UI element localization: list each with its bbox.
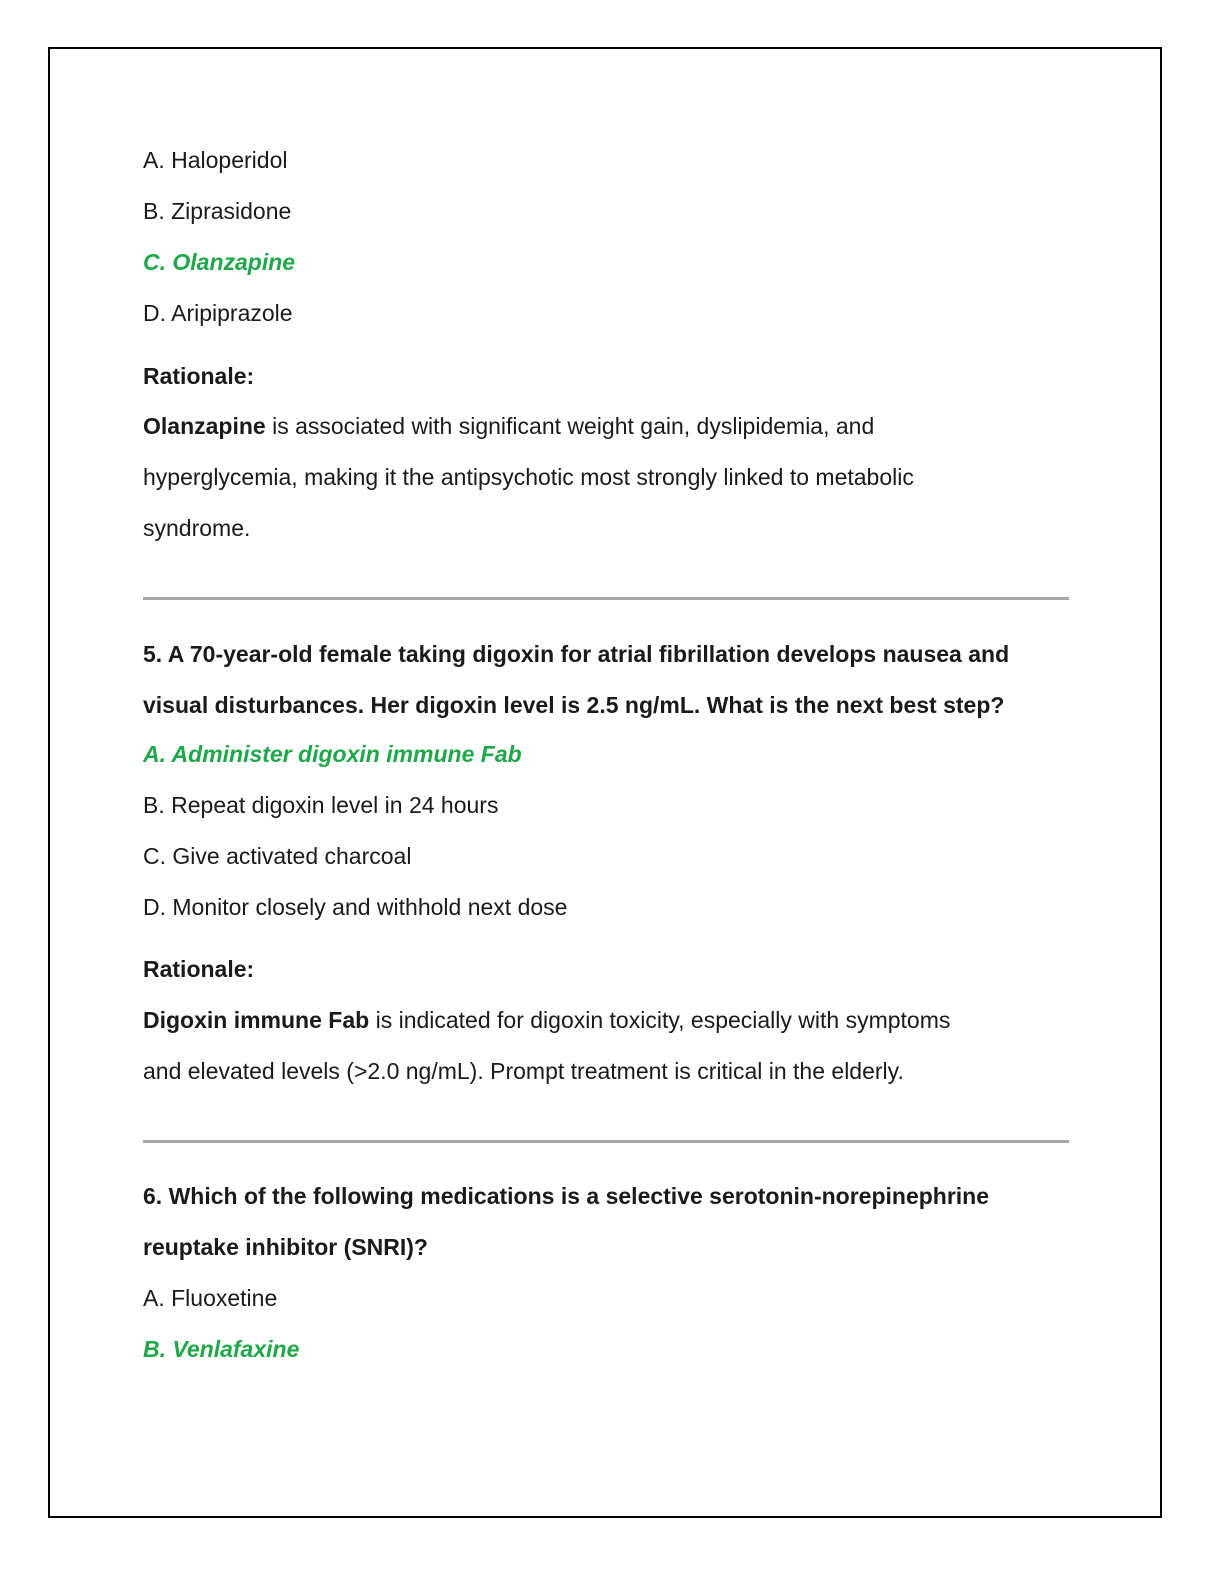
option-b: B. Ziprasidone: [143, 198, 292, 224]
rationale-text: syndrome.: [143, 515, 251, 541]
rationale-line: [143, 1005, 950, 1035]
option-d: D. Aripiprazole: [143, 300, 293, 326]
rationale-text: hyperglycemia, making it the antipsychotic most strongly linked to metabolic: [143, 464, 914, 490]
rationale-line: [143, 513, 250, 543]
question-5-line: visual disturbances. Her digoxin level is 2.5 ng/mL. What is the next best step?: [143, 692, 1005, 718]
correct-option-b: B. Venlafaxine: [143, 1336, 300, 1362]
question-5-line: 5. A 70-year-old female taking digoxin for atrial fibrillation develops nausea and: [143, 641, 1010, 667]
section-divider: [143, 597, 1069, 600]
option-c: C. Give activated charcoal: [143, 843, 412, 869]
option-a: A. Haloperidol: [143, 147, 288, 173]
rationale-text: and elevated levels (>2.0 ng/mL). Prompt treatment is critical in the elderly.: [143, 1058, 904, 1084]
rationale-heading: Rationale:: [143, 956, 255, 982]
rationale-line: [143, 462, 914, 492]
option-b: B. Repeat digoxin level in 24 hours: [143, 792, 499, 818]
section-divider: [143, 1140, 1069, 1143]
rationale-key-term: Olanzapine: [143, 413, 266, 439]
rationale-line: [143, 411, 874, 441]
rationale-heading: Rationale:: [143, 363, 255, 389]
option-a: A. Fluoxetine: [143, 1285, 278, 1311]
question-6-line: 6. Which of the following medications is a selective serotonin-norepinephrine: [143, 1183, 990, 1209]
rationale-text: is indicated for digoxin toxicity, especially with symptoms: [369, 1007, 951, 1033]
option-d: D. Monitor closely and withhold next dose: [143, 894, 568, 920]
question-6-line: reuptake inhibitor (SNRI)?: [143, 1234, 428, 1260]
rationale-line: [143, 1056, 904, 1086]
rationale-key-term: Digoxin immune Fab: [143, 1007, 370, 1033]
rationale-text: is associated with significant weight gain, dyslipidemia, and: [265, 413, 875, 439]
correct-option-a: A. Administer digoxin immune Fab: [143, 741, 522, 767]
correct-option-c: C. Olanzapine: [143, 249, 296, 275]
